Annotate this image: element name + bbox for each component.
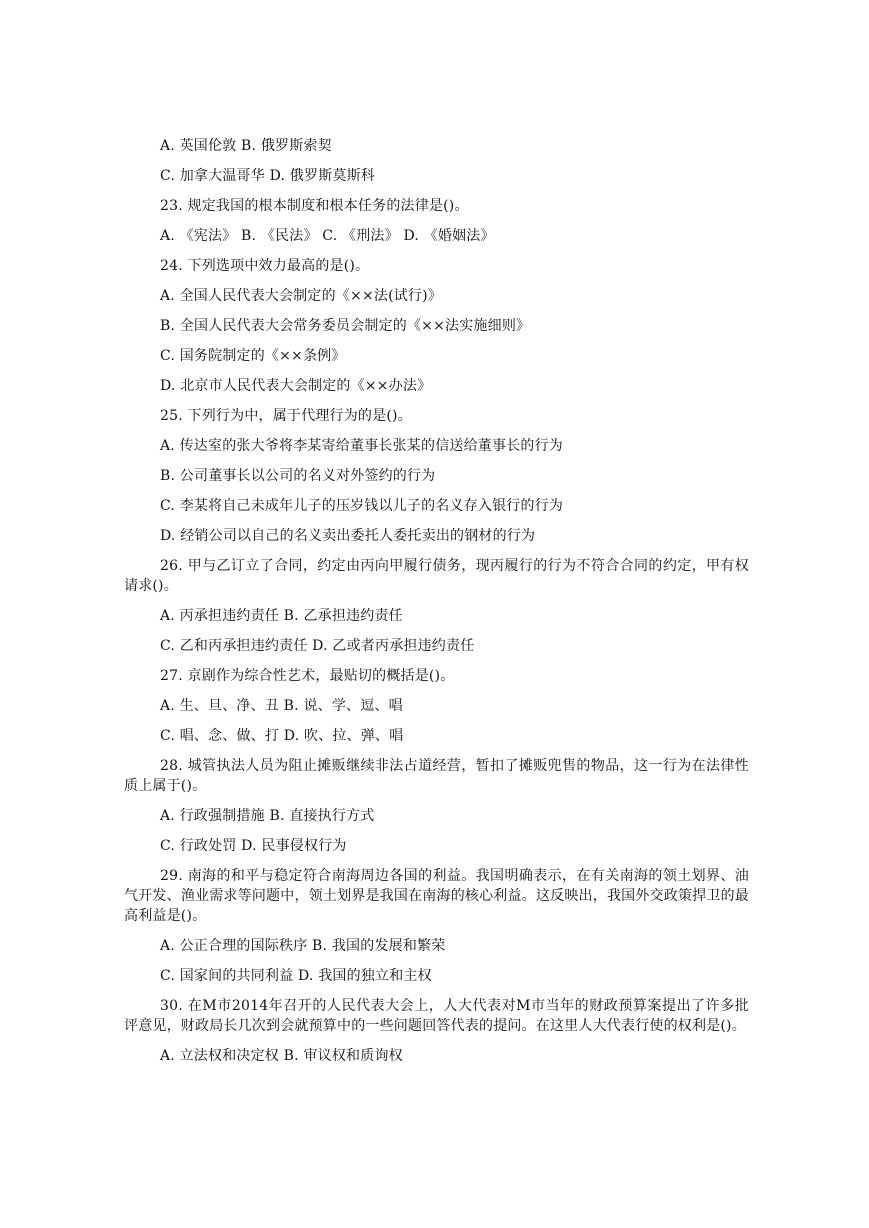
option-line: C. 乙和丙承担违约责任 D. 乙或者丙承担违约责任 (160, 638, 475, 654)
option-line: A. 立法权和决定权 B. 审议权和质询权 (160, 1048, 403, 1064)
option-line: D. 经销公司以自己的名义卖出委托人委托卖出的钢材的行为 (160, 528, 536, 544)
option-line: A. 英国伦敦 B. 俄罗斯索契 (160, 138, 332, 154)
option-line: A. 生、旦、净、丑 B. 说、学、逗、唱 (160, 698, 403, 714)
question-30: 30. 在M市2014年召开的人民代表大会上，人大代表对M市当年的财政预算案提出了许多批评意见，财政局长几次到会就预算中的一些问题回答代表的提问。在这里人大代表行使的权利是()。 (124, 998, 749, 1034)
option-line: A. 公正合理的国际秩序 B. 我国的发展和繁荣 (160, 938, 446, 954)
question-24: 24. 下列选项中效力最高的是()。 (160, 258, 370, 274)
option-line: B. 公司董事长以公司的名义对外签约的行为 (160, 468, 436, 484)
option-line: A. 丙承担违约责任 B. 乙承担违约责任 (160, 608, 403, 624)
option-line: C. 加拿大温哥华 D. 俄罗斯莫斯科 (160, 168, 375, 184)
option-line: C. 李某将自己未成年儿子的压岁钱以儿子的名义存入银行的行为 (160, 498, 564, 514)
option-line: B. 全国人民代表大会常务委员会制定的《××法实施细则》 (160, 318, 531, 334)
option-line: A. 《宪法》 B. 《民法》 C. 《刑法》 D. 《婚姻法》 (160, 228, 495, 244)
option-line: C. 国家间的共同利益 D. 我国的独立和主权 (160, 968, 432, 984)
question-27: 27. 京剧作为综合性艺术，最贴切的概括是()。 (160, 668, 455, 684)
option-line: C. 行政处罚 D. 民事侵权行为 (160, 838, 347, 854)
question-25: 25. 下列行为中，属于代理行为的是()。 (160, 408, 412, 424)
question-29: 29. 南海的和平与稳定符合南海周边各国的利益。我国明确表示，在有关南海的领土划界、油气开发、渔业需求等问题中，领土划界是我国在南海的核心利益。这反映出，我国外交政策捍卫的最高利益是()。 (124, 868, 749, 924)
option-line: D. 北京市人民代表大会制定的《××办法》 (160, 378, 432, 394)
document-body (124, 136, 749, 1076)
question-28: 28. 城管执法人员为阻止摊贩继续非法占道经营，暂扣了摊贩兜售的物品，这一行为在法律性质上属于()。 (124, 758, 749, 794)
option-line: A. 传达室的张大爷将李某寄给董事长张某的信送给董事长的行为 (160, 438, 564, 454)
question-26: 26. 甲与乙订立了合同，约定由丙向甲履行债务，现丙履行的行为不符合合同的约定，甲有权请求()。 (124, 558, 749, 594)
option-line: A. 行政强制措施 B. 直接执行方式 (160, 808, 375, 824)
option-line: C. 国务院制定的《××条例》 (160, 348, 346, 364)
question-23: 23. 规定我国的根本制度和根本任务的法律是()。 (160, 198, 469, 214)
option-line: C. 唱、念、做、打 D. 吹、拉、弹、唱 (160, 728, 404, 744)
option-line: A. 全国人民代表大会制定的《××法(试行)》 (160, 288, 442, 304)
